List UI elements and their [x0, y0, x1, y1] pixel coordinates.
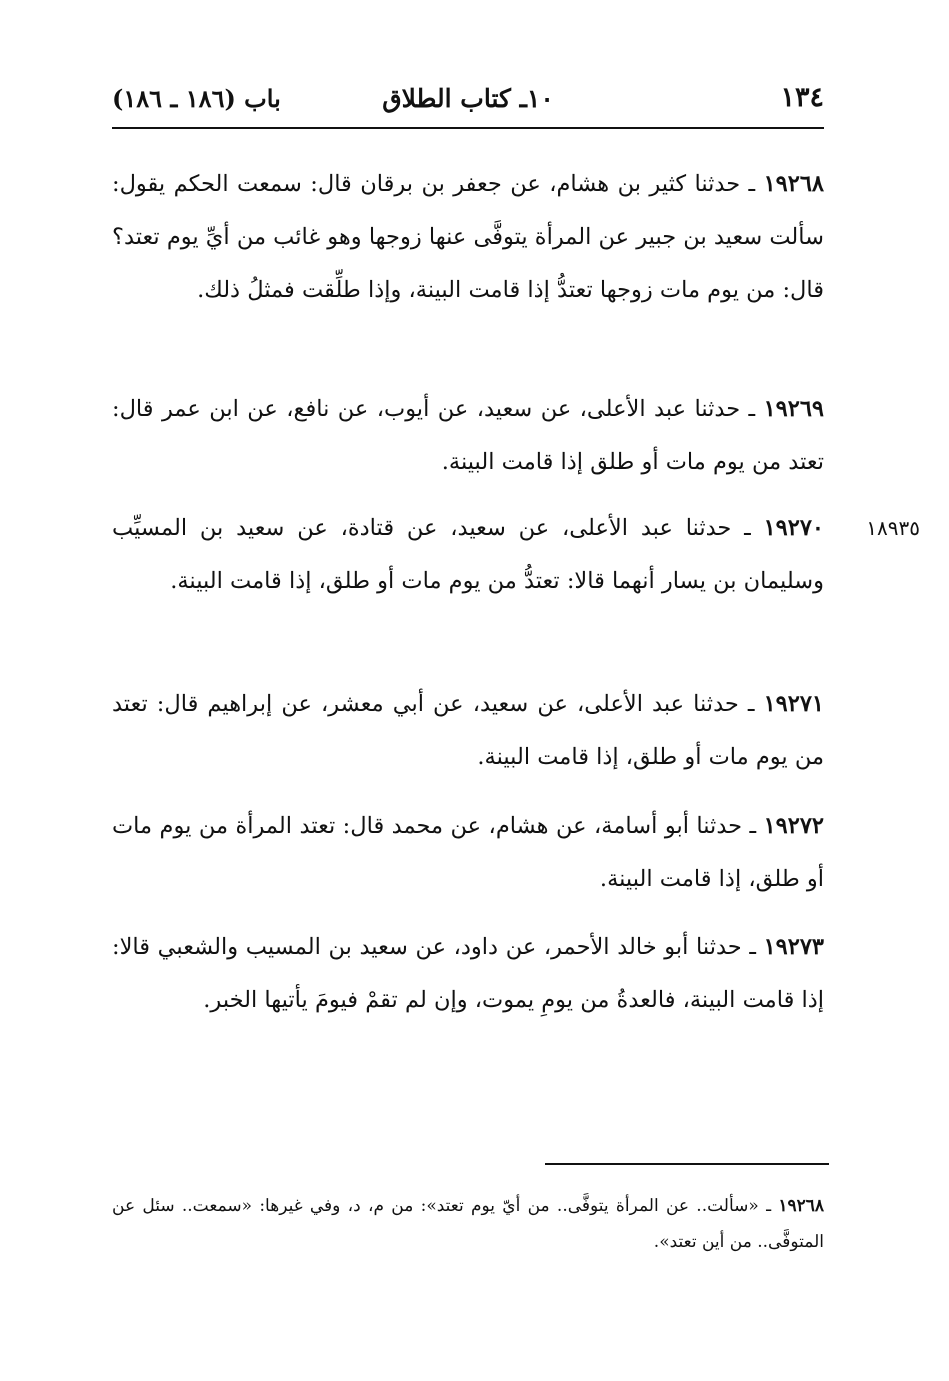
hadith-number: ١٩٢٦٨ [763, 171, 824, 197]
hadith-text: ـ حدثنا أبو خالد الأحمر، عن داود، عن سعيد بن المسيب والشعبي قالا: إذا قامت البينة، فالعدةُ من يومِ يموت، وإن لم تقمْ فيومَ يأتيها الخبر. [112, 934, 824, 1013]
book-title: ١٠ـ كتاب الطلاق [382, 84, 554, 113]
footnote [112, 1188, 824, 1260]
hadith-text: ـ حدثنا كثير بن هشام، عن جعفر بن برقان قال: سمعت الحكم يقول: سألت سعيد بن جبير عن المرأة يتوفَّى عنها زوجها وهو غائب من أيِّ يوم تعتد؟ قال: من يوم مات زوجها تعتدُّ إذا قامت البينة، وإذا طلِّقت فمثلُ ذلك. [112, 171, 824, 303]
hadith-number: ١٩٢٧٢ [763, 813, 824, 839]
hadith-number: ١٩٢٧١ [763, 691, 824, 717]
hadith-entry-19273 [112, 921, 824, 1027]
hadith-text: ـ حدثنا أبو أسامة، عن هشام، عن محمد قال: تعتد المرأة من يوم مات أو طلق، إذا قامت البينة. [112, 813, 824, 892]
hadith-entry-19268 [112, 158, 824, 317]
footnote-rule [545, 1163, 829, 1165]
hadith-entry-19272 [112, 800, 824, 906]
hadith-entry-19271 [112, 678, 824, 784]
footnote-text: ـ «سألت.. عن المرأة يتوفَّى.. من أيّ يوم تعتد»: من م، د، وفي غيرها: «سمعت.. سئل عن المتوفَّى.. من أين تعتد». [112, 1196, 824, 1252]
hadith-entry-19269 [112, 383, 824, 489]
hadith-text: ـ حدثنا عبد الأعلى، عن سعيد، عن أبي معشر، عن إبراهيم قال: تعتد من يوم مات أو طلق، إذا قامت البينة. [112, 691, 824, 770]
hadith-text: ـ حدثنا عبد الأعلى، عن سعيد، عن قتادة، عن سعيد بن المسيِّب وسليمان بن يسار أنهما قالا: تعتدُّ من يوم مات أو طلق، إذا قامت البينة. [112, 515, 824, 594]
page-number: ١٣٤ [780, 82, 824, 113]
hadith-number: ١٩٢٧٠ [763, 515, 824, 541]
margin-reference-number: ١٨٩٣٥ [866, 516, 920, 540]
page-header [112, 78, 824, 122]
hadith-entry-19270 [112, 502, 824, 608]
chapter-label: باب (١٨٦ ـ ١٨٦) [112, 84, 281, 113]
hadith-number: ١٩٢٦٩ [763, 396, 824, 422]
footnote-number: ١٩٢٦٨ [778, 1196, 824, 1216]
hadith-text: ـ حدثنا عبد الأعلى، عن سعيد، عن أيوب، عن نافع، عن ابن عمر قال: تعتد من يوم مات أو طلق إذا قامت البينة. [112, 396, 824, 475]
header-rule [112, 127, 824, 129]
hadith-number: ١٩٢٧٣ [763, 934, 824, 960]
